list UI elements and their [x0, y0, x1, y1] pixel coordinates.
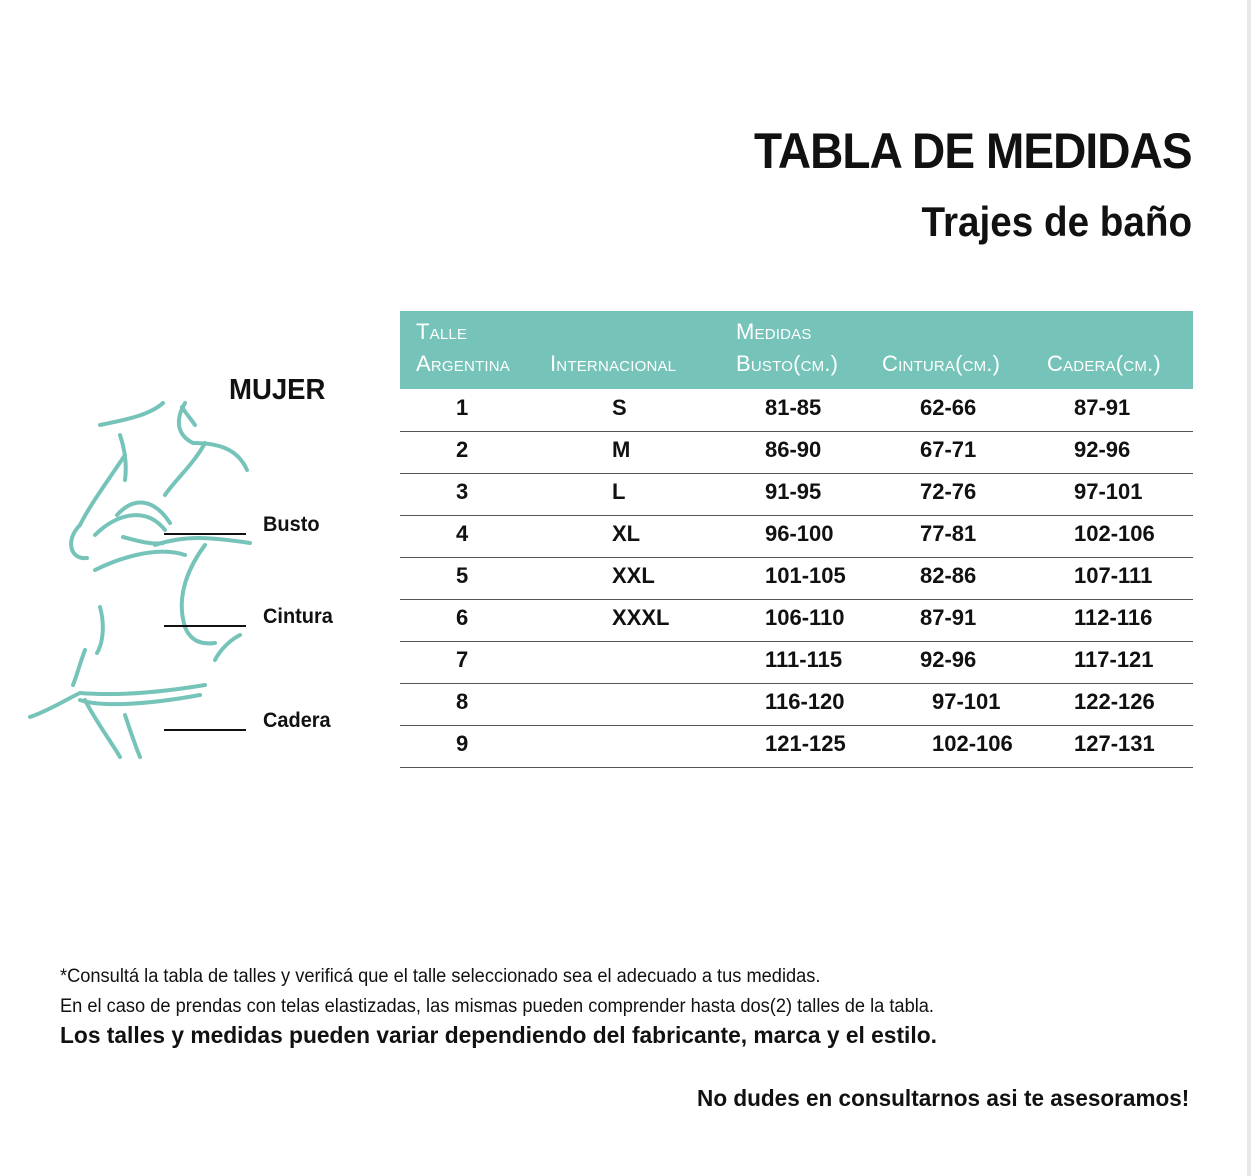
cell-cintura: 82-86 — [920, 563, 977, 588]
page-edge — [1247, 0, 1251, 1176]
table-row: 5 XXL 101-105 82-86 107-111 — [400, 557, 1193, 600]
cell-busto: 116-120 — [765, 689, 845, 714]
page-subtitle: Trajes de baño — [921, 198, 1192, 245]
cell-cintura: 102-106 — [932, 731, 1013, 756]
contact-message: No dudes en consultarnos asi te asesoramos! — [696, 1085, 1189, 1111]
cell-cadera: 92-96 — [1074, 437, 1131, 462]
cell-cadera: 97-101 — [1074, 479, 1143, 504]
busto-line — [164, 533, 246, 535]
cell-cintura: 67-71 — [920, 437, 977, 462]
cell-cadera: 127-131 — [1074, 731, 1155, 756]
cell-busto: 106-110 — [765, 605, 845, 630]
figure-label: MUJER — [229, 374, 326, 406]
cell-busto: 101-105 — [765, 563, 846, 588]
busto-label: Busto — [263, 513, 320, 536]
table-row: 8 116-120 97-101 122-126 — [400, 683, 1193, 726]
table-header — [400, 311, 1193, 389]
cell-cadera: 122-126 — [1074, 689, 1155, 714]
cell-cadera: 102-106 — [1074, 521, 1155, 546]
header-internacional: Internacional — [550, 351, 677, 376]
note-1: *Consultá la tabla de talles y verificá que el talle seleccionado sea el adecuado a tus medidas. — [60, 966, 821, 987]
cell-cintura: 87-91 — [920, 605, 977, 630]
table-row: 2 M 86-90 67-71 92-96 — [400, 431, 1193, 474]
cadera-label: Cadera — [263, 709, 331, 732]
cell-busto: 111-115 — [765, 647, 843, 672]
cell-cintura: 72-76 — [920, 479, 977, 504]
cell-cadera: 107-111 — [1074, 563, 1153, 588]
cadera-line — [164, 729, 246, 731]
header-talle: Talle — [416, 319, 468, 344]
woman-silhouette-illustration — [25, 395, 290, 765]
cell-busto: 91-95 — [765, 479, 822, 504]
header-medidas: Medidas — [736, 319, 812, 344]
cell-cintura: 62-66 — [920, 395, 977, 420]
cell-cintura: 92-96 — [920, 647, 977, 672]
table-row: 7 111-115 92-96 117-121 — [400, 641, 1193, 684]
cintura-label: Cintura — [263, 605, 333, 628]
note-3: Los talles y medidas pueden variar dependiendo del fabricante, marca y el estilo. — [60, 1022, 937, 1048]
cell-busto: 121-125 — [765, 731, 846, 756]
table-row: 1 S 81-85 62-66 87-91 — [400, 389, 1193, 432]
cell-cadera: 117-121 — [1074, 647, 1154, 672]
table-row: 3 L 91-95 72-76 97-101 — [400, 473, 1193, 516]
cell-busto: 86-90 — [765, 437, 822, 462]
cell-busto: 81-85 — [765, 395, 822, 420]
header-cintura: Cintura(cm.) — [882, 351, 1001, 376]
note-2: En el caso de prendas con telas elastizadas, las mismas pueden comprender hasta dos(2) talles de la tabla. — [60, 996, 934, 1017]
header-busto: Busto(cm.) — [736, 351, 839, 376]
page-title: TABLA DE MEDIDAS — [754, 123, 1192, 179]
table-row: 6 XXXL 106-110 87-91 112-116 — [400, 599, 1193, 642]
cell-cintura: 77-81 — [920, 521, 977, 546]
header-argentina: Argentina — [416, 351, 510, 376]
cell-cadera: 112-116 — [1074, 605, 1153, 630]
cell-cintura: 97-101 — [932, 689, 1001, 714]
table-row: 4 XL 96-100 77-81 102-106 — [400, 515, 1193, 558]
header-cadera: Cadera(cm.) — [1047, 351, 1161, 376]
cintura-line — [164, 625, 246, 627]
cell-busto: 96-100 — [765, 521, 834, 546]
cell-cadera: 87-91 — [1074, 395, 1131, 420]
table-row: 9 121-125 102-106 127-131 — [400, 725, 1193, 768]
